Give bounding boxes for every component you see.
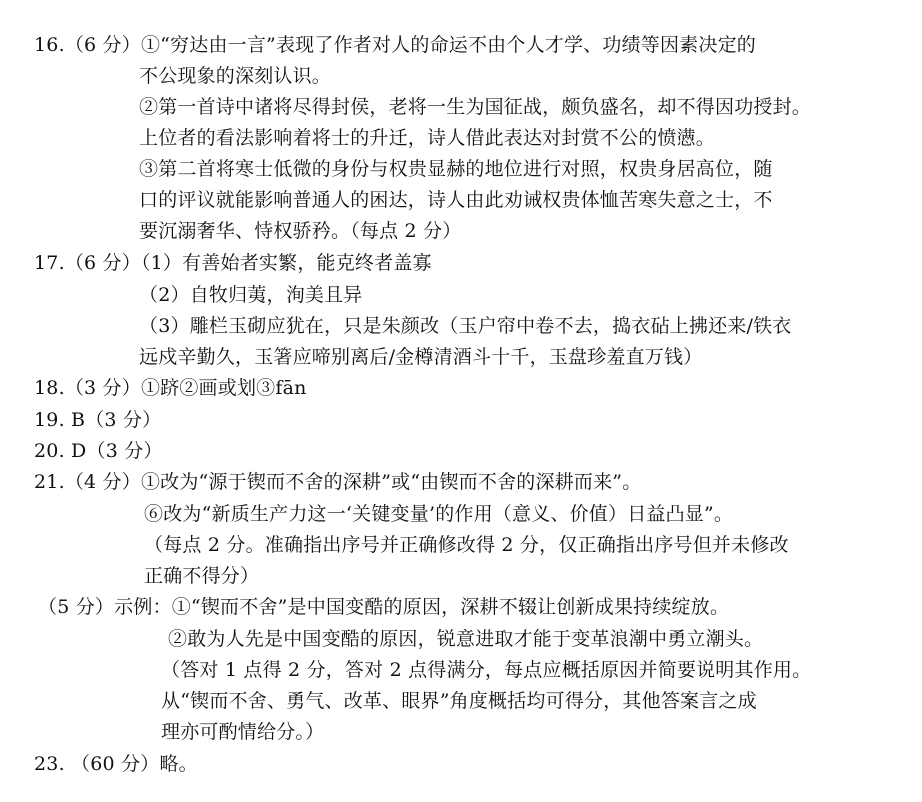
q21-line-4: 正确不得分）: [144, 565, 260, 587]
q16-line-7: 要沉溺奢华、恃权骄矜。（每点 2 分）: [139, 220, 462, 242]
q22-line-3: （答对 1 点得 2 分，答对 2 点得满分，每点应概括原因并简要说明其作用。: [161, 659, 812, 681]
q21-line-2: ⑥改为“新质生产力这一‘关键变量’的作用（意义、价值）日益凸显”。: [144, 503, 734, 525]
q23-line: 23. （60 分）略。: [34, 753, 198, 775]
q17-line-3: （3）雕栏玉砌应犹在，只是朱颜改（玉户帘中卷不去，捣衣砧上拂还来/铁衣: [139, 315, 792, 337]
q20-line: 20. D（3 分）: [34, 440, 163, 462]
q16-line-4: 上位者的看法影响着将士的升迁，诗人借此表达对封赏不公的愤懑。: [139, 127, 716, 149]
q22-line-2: ②敢为人先是中国变酷的原因，锐意进取才能于变革浪潮中勇立潮头。: [168, 628, 764, 650]
q16-line-2: 不公现象的深刻认识。: [139, 65, 332, 87]
q18-line: 18.（3 分）①跻②画或划③fān: [34, 377, 307, 399]
q17-line-4: 远戍辛勤久，玉箸应啼别离后/金樽清酒斗十千，玉盘珍羞直万钱）: [139, 346, 703, 368]
q16-line-1: 16.（6 分）①“穷达由一言”表现了作者对人的命运不由个人才学、功绩等因素决定的: [34, 34, 756, 56]
q17-line-2: （2）自牧归荑，洵美且异: [139, 284, 363, 306]
q21-line-1: 21.（4 分）①改为“源于锲而不舍的深耕”或“由锲而不舍的深耕而来”。: [34, 471, 642, 493]
q16-line-3: ②第一首诗中诸将尽得封侯，老将一生为国征战，颇负盛名，却不得因功授封。: [139, 96, 812, 118]
q16-line-5: ③第二首将寒士低微的身份与权贵显赫的地位进行对照，权贵身居高位，随: [139, 158, 773, 180]
q22-line-4: 从“锲而不舍、勇气、改革、眼界”角度概括均可得分，其他答案言之成: [161, 690, 757, 712]
q21-line-3: （每点 2 分。准确指出序号并正确修改得 2 分，仅正确指出序号但并未修改: [144, 534, 789, 556]
q17-line-1: 17.（6 分）（1）有善始者实繁，能克终者盖寡: [34, 252, 432, 274]
q22-line-1: （5 分）示例：①“锲而不舍”是中国变酷的原因，深耕不辍让创新成果持续绽放。: [38, 596, 730, 618]
q22-line-5: 理亦可酌情给分。）: [161, 721, 325, 743]
q19-line: 19. B（3 分）: [34, 409, 162, 431]
q16-line-6: 口的评议就能影响普通人的困达，诗人由此劝诫权贵体恤苦寒失意之士，不: [139, 189, 773, 211]
